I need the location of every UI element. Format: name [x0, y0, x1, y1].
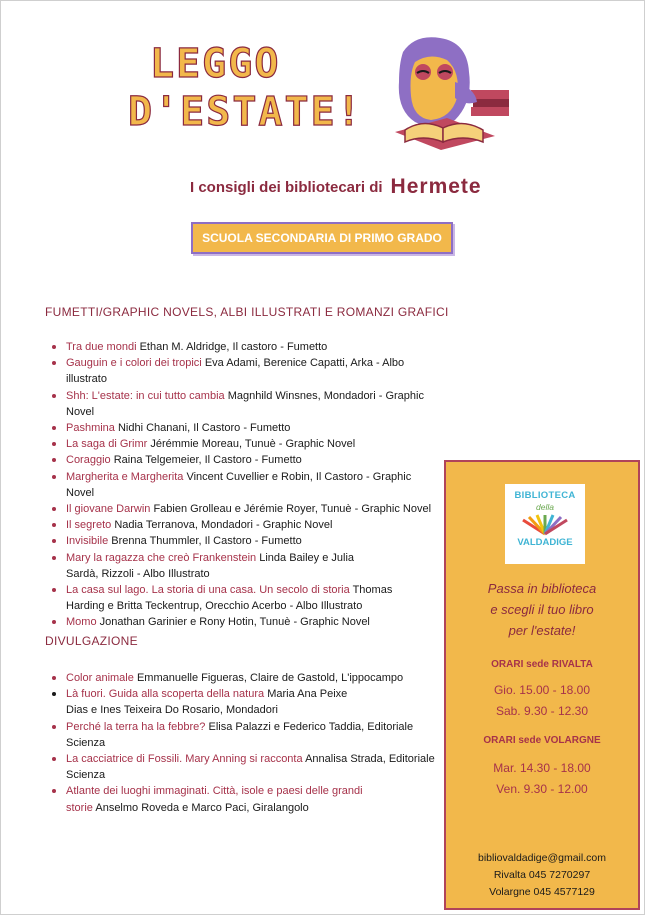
section-title-graphic-novels: FUMETTI/GRAPHIC NOVELS, ALBI ILLUSTRATI E ROMANZI GRAFICI	[45, 305, 449, 319]
book-list-graphic-novels	[52, 339, 442, 631]
list-item: Color animale Emmanuelle Figueras, Claire de Gastold, L'ippocampo	[52, 670, 442, 686]
hours-volargne: Mar. 14.30 - 18.00 Ven. 9.30 - 12.00	[493, 761, 591, 796]
contacts	[446, 850, 638, 901]
phone-volargne: Volargne 045 4577129	[489, 886, 595, 898]
library-logo-line2: della	[536, 502, 554, 512]
logo-title	[128, 40, 363, 136]
list-item: Margherita e Margherita Vincent Cuvellier e Robin, Il Castoro - Graphic Novel	[52, 469, 442, 501]
hours-rivalta: Gio. 15.00 - 18.00 Sab. 9.30 - 12.30	[493, 683, 591, 718]
list-item: Coraggio Raina Telgemeier, Il Castoro - Fumetto	[52, 452, 442, 468]
hours-heading-volargne: ORARI sede VOLARGNE	[483, 735, 601, 746]
list-item: Perché la terra ha la febbre? Elisa Palazzi e Federico Taddia, Editoriale Scienza	[52, 719, 442, 751]
library-info-panel	[444, 460, 640, 910]
subtitle-text: I consigli dei bibliotecari di	[190, 178, 383, 196]
list-item: Là fuori. Guida alla scoperta della natura Maria Ana Peixe Dias e Ines Teixeira Do Rosario, Mondadori	[52, 686, 366, 718]
logo-title-line2: D'ESTATE!	[128, 89, 363, 135]
email-link[interactable]: bibliovaldadige@gmail.com	[478, 852, 606, 864]
library-logo-line3: VALDADIGE	[517, 537, 573, 548]
school-level-badge: SCUOLA SECONDARIA DI PRIMO GRADO	[191, 222, 453, 254]
logo-title-line1: LEGGO	[150, 41, 281, 87]
open-book-rainbow-icon	[519, 514, 571, 536]
library-logo-line1: BIBLIOTECA	[514, 490, 576, 501]
subtitle	[190, 176, 482, 198]
list-item: Momo Jonathan Garinier e Rony Hotin, Tunuè - Graphic Novel	[52, 614, 442, 630]
list-item: Il giovane Darwin Fabien Grolleau e Jérémie Royer, Tunuè - Graphic Novel	[52, 501, 442, 517]
list-item: Atlante dei luoghi immaginati. Città, isole e paesi delle grandi storie Anselmo Roveda e Marco Paci, Giralangolo	[52, 783, 376, 815]
phone-rivalta: Rivalta 045 7270297	[493, 869, 591, 881]
list-item: Pashmina Nidhi Chanani, Il Castoro - Fumetto	[52, 420, 442, 436]
book-list-divulgazione	[52, 670, 442, 816]
list-item: La cacciatrice di Fossili. Mary Anning si racconta Annalisa Strada, Editoriale Scienza	[52, 751, 442, 783]
hours-heading-rivalta: ORARI sede RIVALTA	[491, 659, 593, 670]
list-item: Mary la ragazza che creò Frankenstein Linda Bailey e Julia Sardà, Rizzoli - Albo Illustrato	[52, 550, 366, 582]
section-title-divulgazione: DIVULGAZIONE	[45, 634, 138, 648]
list-item: Gauguin e i colori dei tropici Eva Adami, Berenice Capatti, Arka - Albo illustrato	[52, 355, 442, 387]
list-item: Invisibile Brenna Thummler, Il Castoro - Fumetto	[52, 533, 442, 549]
list-item: Tra due mondi Ethan M. Aldridge, Il castoro - Fumetto	[52, 339, 442, 355]
list-item: La saga di Grimr Jérémmie Moreau, Tunuè - Graphic Novel	[52, 436, 442, 452]
hermete-logo: Hermete	[390, 175, 482, 198]
owl-reading-book-illustration	[385, 32, 510, 152]
list-item: Il segreto Nadia Terranova, Mondadori - Graphic Novel	[52, 517, 442, 533]
library-logo	[505, 484, 585, 564]
list-item: La casa sul lago. La storia di una casa. Un secolo di storia Thomas Harding e Britta Teckentrup, Orecchio Acerbo - Albo Illustrato	[52, 582, 411, 614]
list-item: Shh: L'estate: in cui tutto cambia Magnhild Winsnes, Mondadori - Graphic Novel	[52, 388, 442, 420]
slogan: Passa in biblioteca e scegli il tuo libro per l'estate!	[487, 581, 597, 638]
